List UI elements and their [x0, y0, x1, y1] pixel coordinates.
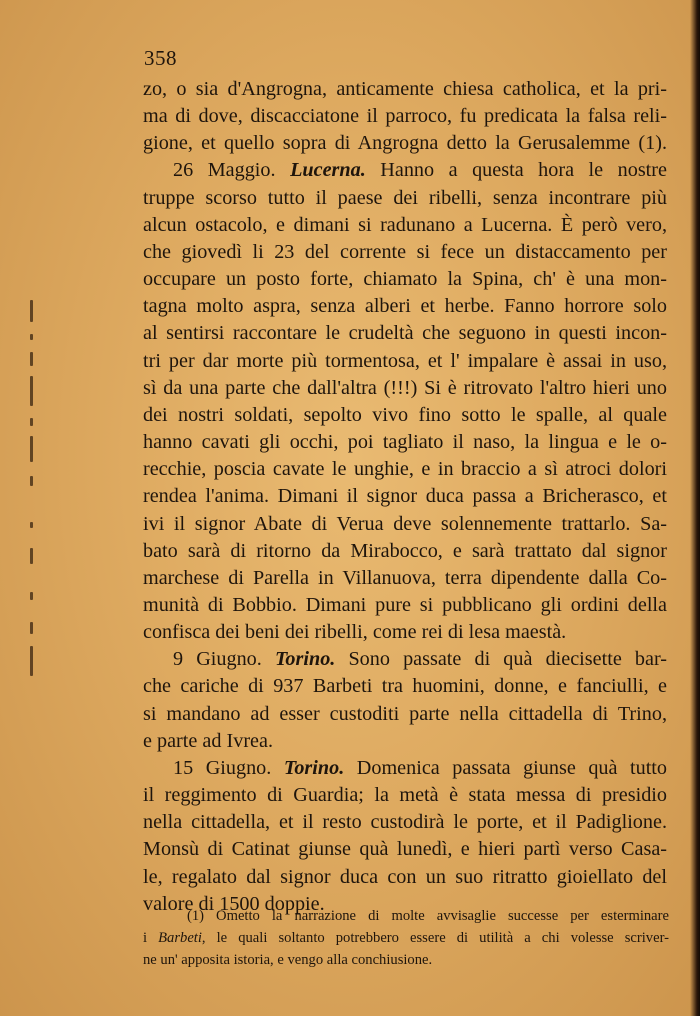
body-line [143, 864, 667, 891]
footnote-text: , le quali soltanto potrebbero essere di utilità a chi volesse scriver- [201, 930, 669, 946]
body-text: hanno cavati gli occhi, poi tagliato il naso, la lingua e le o- [143, 431, 667, 454]
body-text: le, regalato dal signor duca con un suo ritratto gioiellato del [143, 865, 667, 888]
body-text: il reggimento di Guardia; la metà è stata messa di presidio [143, 784, 667, 807]
body-italic-text: Lucerna. [290, 159, 366, 182]
page-number: 358 [144, 46, 177, 70]
body-text: rendea l'anima. Dimani il signor duca passa a Bricherasco, et [143, 485, 667, 508]
body-text: nella cittadella, et il resto custodirà le porte, et il Padiglione. [143, 811, 667, 834]
body-line [143, 429, 667, 456]
body-text: 9 Giugno. [173, 648, 275, 671]
body-text: marchese di Parella in Villanuova, terra dipendente dalla Co- [143, 566, 667, 589]
body-text: valore di 1500 doppie. [143, 892, 325, 915]
body-line [143, 103, 667, 130]
body-text: che giovedì li 23 del corrente si fece un distaccamento per [143, 240, 667, 263]
body-line [143, 320, 667, 347]
body-text: munità di Bobbio. Dimani pure si pubblicano gli ordini della [143, 593, 667, 616]
body-italic-text: Torino. [283, 756, 345, 779]
body-text: truppe scorso tutto il paese dei ribelli, senza incontrare più [143, 186, 667, 209]
body-text: e parte ad Ivrea. [143, 729, 274, 752]
body-line [143, 130, 667, 157]
body-line [143, 402, 667, 429]
body-text: bato sarà di ritorno da Mirabocco, e sarà trattato dal signor [143, 539, 667, 562]
body-line [143, 483, 667, 510]
body-line [143, 619, 667, 646]
footnote-line [143, 905, 669, 927]
body-text: ma di dove, discacciatone il parroco, fu predicata la falsa reli- [143, 105, 667, 128]
body-text [143, 76, 667, 918]
body-line [143, 701, 667, 728]
body-text: confisca dei beni dei ribelli, come rei di lesa maestà. [143, 621, 567, 644]
page-edge-shadow [690, 0, 700, 1016]
body-line [143, 375, 667, 402]
body-line [143, 456, 667, 483]
footnote-text: i [143, 930, 159, 946]
body-text: tagna molto aspra, senza alberi et herbe. Fanno horrore solo [143, 295, 667, 318]
body-line [143, 185, 667, 212]
body-text: sì da una parte che dall'altra (!!!) Si è ritrovato l'altro hieri uno [143, 376, 667, 399]
body-line [143, 836, 667, 863]
body-line [143, 755, 667, 782]
body-text: zo, o sia d'Angrogna, anticamente chiesa catholica, et la pri- [143, 78, 667, 100]
body-line [143, 157, 667, 184]
margin-bleed-marks [26, 300, 40, 680]
body-text: Sono passate di quà diecisette bar- [335, 648, 667, 671]
body-line [143, 809, 667, 836]
footnote-italic-text: Barbeti [158, 930, 202, 946]
body-text: Domenica passata giunse quà tutto [344, 756, 668, 779]
body-text: dei nostri soldati, sepolto vivo fino sotto le spalle, al quale [143, 403, 667, 426]
body-line [143, 212, 667, 239]
body-line [143, 728, 667, 755]
body-italic-text: Torino. [274, 648, 336, 671]
body-text: alcun ostacolo, e dimani si radunano a Lucerna. È però vero, [143, 213, 667, 236]
footnote-text: ne un' apposita istoria, e vengo alla conchiusione. [143, 952, 433, 968]
body-text: al sentirsi raccontare le crudeltà che seguono in questi incon- [143, 322, 667, 345]
body-text: recchie, poscia cavate le unghie, e in braccio a sì atroci dolori [143, 458, 667, 481]
body-line [143, 348, 667, 375]
body-line [143, 76, 667, 103]
body-line [143, 592, 667, 619]
body-text: tri per dar morte più tormentosa, et l' impalare è assai in uso, [143, 349, 667, 372]
footnote-line [143, 949, 669, 971]
body-text: che cariche di 937 Barbeti tra huomini, donne, e fanciulli, e [143, 675, 667, 698]
body-line [143, 266, 667, 293]
body-line [143, 565, 667, 592]
body-text: 15 Giugno. [173, 756, 284, 779]
body-text: ivi il signor Abate di Verua deve solennemente trattarlo. Sa- [143, 512, 667, 535]
body-line [143, 782, 667, 809]
body-line [143, 239, 667, 266]
body-text: Hanno a questa hora le nostre [365, 159, 667, 182]
body-line [143, 511, 667, 538]
body-line [143, 293, 667, 320]
footnote-line [143, 927, 669, 949]
body-text: 26 Maggio. [173, 159, 291, 182]
footnote-text: (1) Ometto la narrazione di molte avvisaglie successe per esterminare [187, 908, 669, 924]
body-text: occupare un posto forte, chiamato la Spina, ch' è una mon- [143, 268, 667, 291]
body-text: gione, et quello sopra di Angrogna detto la Gerusalemme (1). [143, 132, 667, 155]
body-line [143, 673, 667, 700]
body-text: Monsù di Catinat giunse quà lunedì, e hieri partì verso Casa- [143, 838, 667, 861]
footnote [143, 905, 669, 971]
body-line [143, 646, 667, 673]
body-line [143, 538, 667, 565]
body-text: si mandano ad esser custoditi parte nella cittadella di Trino, [143, 702, 667, 725]
